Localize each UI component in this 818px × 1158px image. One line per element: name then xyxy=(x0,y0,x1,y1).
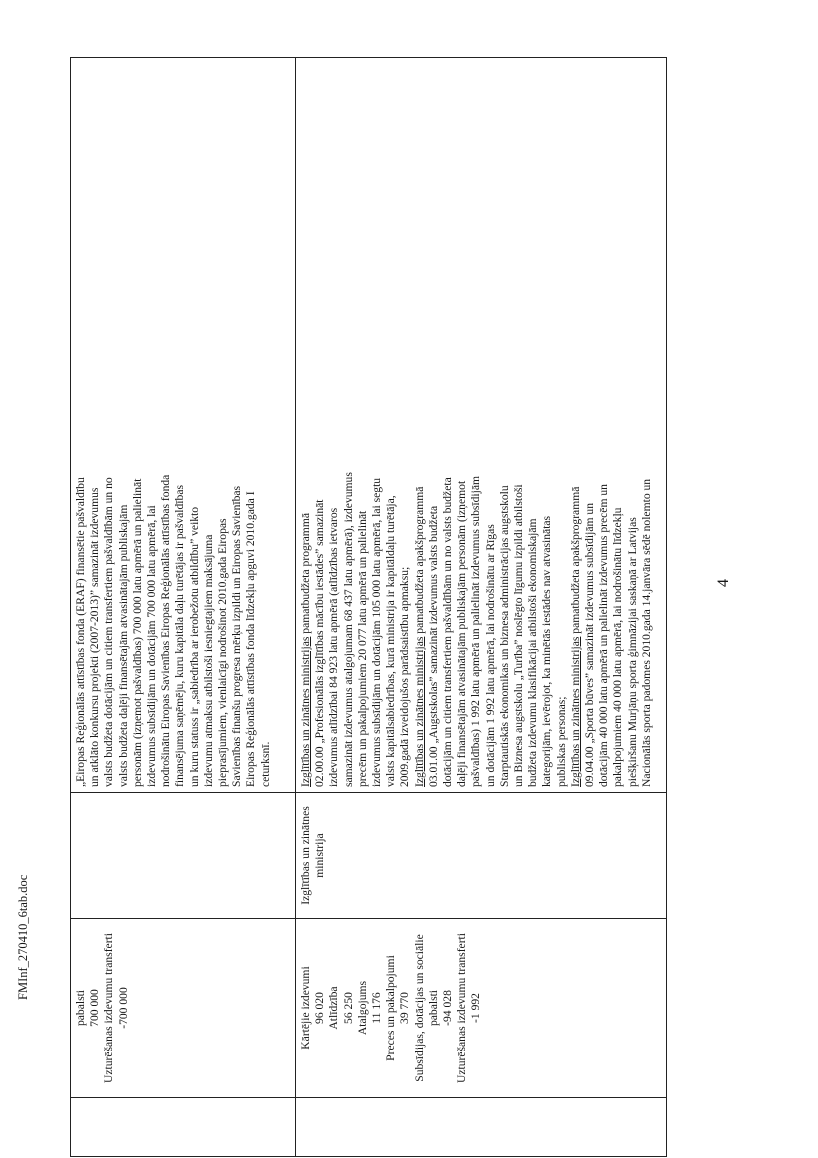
description-line: valsts budžeta daļēji finansētajām atvasinātajām publiskajām xyxy=(116,504,130,787)
description-line: finansējuma saņēmēju, kuru kapitāla daļu turētājas ir pašvaldības xyxy=(173,485,187,787)
underlined-ministry-ref: Izglītības un zinātnes ministrijas xyxy=(412,636,426,787)
description-line: 02.00.00 „Profesionālās izglītības mācību iestādes” samazināt xyxy=(313,499,327,787)
description-line: pakalpojumiem 40 000 latu apmērā, lai nodrošinātu līdzekļu xyxy=(611,507,625,787)
description-line: samazināt izdevumus atalgojumam 68 437 latu apmērā), izdevumus xyxy=(341,472,355,787)
amount-line: 96 020 xyxy=(313,992,327,1024)
description-line: valsts kapitālsabiedrības, kurā ministrija ir kapitāldaļu turētāja, xyxy=(384,495,398,787)
table-row xyxy=(296,58,667,1157)
description-line: ceturksnī. xyxy=(258,741,272,787)
description-line: izdevumu atmaksu atbilstoši iesniegtajiem maksājuma xyxy=(201,534,215,787)
description-line: un atklāto konkursu projekti (2007-2013)” samazināt izdevumus xyxy=(88,487,102,787)
table-cell-ministry xyxy=(71,793,296,919)
description-line: precēm un pakalpojumiem 20 077 latu apmērā un palielināt xyxy=(355,510,369,787)
description-line: „Eiropas Reģionālās attīstības fonda (ERAF) finansētie pašvaldību xyxy=(74,477,87,787)
table-row xyxy=(71,58,296,1157)
description-line: kategorijām, ievērojot, ka minētās iestādes nav atvasinātas xyxy=(540,515,554,787)
description-line: un kuru statuss ir „sabiedrība ar ierobežotu atbildību” veikto xyxy=(187,506,201,787)
description-line: 03.01.00 „Augstskolas” samazināt izdevumus valsts budžeta xyxy=(426,505,440,787)
description-line: dotācijām 40 000 latu apmērā un palielināt izdevumus precēm un xyxy=(597,484,611,787)
description-line: piešķiršanu Murjāņu sporta ģimnāzijai saskaņā ar Latvijas xyxy=(625,517,639,787)
amount-line: Atlīdzība xyxy=(327,986,341,1030)
amount-line: Uzturēšanas izdevumu transferti xyxy=(102,932,116,1084)
description-line: budžeta izdevumu klasifikācijai atbilstoši ekonomiskajām xyxy=(526,518,540,787)
description-line: Izglītības un zinātnes ministrijas pamatbudžeta programmā xyxy=(299,513,312,787)
description-line: 2009.gadā izveidojušos parādsaistību apmaksu; xyxy=(398,566,412,787)
description-line: un Biznesa augstskolu „Turība” noslēgto līgumu izpildi atbilstoši xyxy=(512,484,526,787)
allocation-table xyxy=(70,57,667,1157)
underlined-ministry-ref: Izglītības un zinātnes ministrijas xyxy=(299,636,312,787)
rotated-page-content xyxy=(70,57,690,1157)
table-cell-index xyxy=(71,1098,296,1157)
description-line: Starptautiskās ekonomikas un biznesa administrācijas augstskolu xyxy=(497,485,511,787)
description-line: daļēji finansētajām atvasinātajām publiskajām personām (izņemot xyxy=(455,480,469,787)
amount-line: Uzturēšanas izdevumu transferti xyxy=(455,932,469,1084)
amount-line: 56 250 xyxy=(341,992,355,1024)
table-cell-amounts xyxy=(71,919,296,1098)
page-number: 4 xyxy=(715,579,732,587)
description-line: personām (izņemot pašvaldības) 700 000 latu apmērā un palielināt xyxy=(130,478,144,787)
footer-filename: FMInf_270410_6tab.doc xyxy=(16,874,30,1000)
ministry-name-line: Izglītības un zinātnes xyxy=(299,806,312,905)
table-cell-description xyxy=(296,58,667,793)
amount-line: Subsīdijas, dotācijas un sociālie xyxy=(412,934,426,1082)
description-line: izdevumus atlīdzībai 84 923 latu apmērā (atlīdzības ietvaros xyxy=(327,507,341,787)
description-line: un dotācijām 1 992 latu apmērā, lai nodrošinātu ar Rīgas xyxy=(483,524,497,787)
description-line: izdevumus subsīdijām un dotācijām 105 000 latu apmērā, lai segtu xyxy=(370,477,384,787)
table-cell-description xyxy=(71,58,296,793)
description-line: publiskas personas; xyxy=(554,696,568,787)
description-line: pieprasījumiem, vienlaicīgi nodrošinot 2010.gada Eiropas xyxy=(216,518,230,787)
description-line: dotācijām un citiem transfertiem pašvaldībām un no valsts budžeta xyxy=(441,477,455,787)
description-line: Nacionālās sporta padomes 2010.gada 14.janvāra sēdē nolemto un xyxy=(639,478,653,787)
amount-line: Atalgojums xyxy=(355,980,369,1036)
description-line: Izglītības un zinātnes ministrijas pamatbudžeta apakšprogrammā xyxy=(412,486,426,787)
amount-line: 700 000 xyxy=(88,989,102,1027)
amount-line: -94 028 xyxy=(441,990,455,1026)
amount-line: -1 992 xyxy=(469,993,483,1023)
amount-line: Preces un pakalpojumi xyxy=(384,955,398,1061)
amount-line: 11 176 xyxy=(370,992,384,1024)
description-line: Izglītības un zinātnes ministrijas pamatbudžeta apakšprogrammā xyxy=(568,486,582,787)
description-line: pašvaldības) 1 992 latu apmērā un palielināt izdevumus subsīdijām xyxy=(469,475,483,787)
amount-line: -700 000 xyxy=(116,987,130,1029)
description-line: nodrošinātu Eiropas Savienības Eiropas Reģionālās attīstības fonda xyxy=(159,474,173,787)
table-cell-amounts xyxy=(296,919,667,1098)
description-line: izdevumus subsīdijām un dotācijām 700 000 latu apmērā, lai xyxy=(145,505,159,787)
amount-line: pabalsti xyxy=(426,989,440,1027)
amount-line: Kārtējie izdevumi xyxy=(299,966,312,1050)
table-cell-ministry xyxy=(296,793,667,919)
description-line: 09.04.00 „Sporta būves” samazināt izdevumus subsīdijām un xyxy=(583,503,597,787)
description-line: valsts budžeta dotācijām un citiem transfertiem pašvaldībām un no xyxy=(102,477,116,787)
table-cell-index xyxy=(296,1098,667,1157)
amount-line: 39 770 xyxy=(398,992,412,1024)
ministry-name-line: ministrija xyxy=(313,833,327,878)
amount-line: pabalsti xyxy=(74,989,87,1027)
description-line: Savienības finanšu progresa mērķu izpildi un Eiropas Savienības xyxy=(230,485,244,787)
description-line: Eiropas Reģionālās attīstības fonda līdzekļu apguvi 2010.gada I xyxy=(244,491,258,787)
underlined-ministry-ref: Izglītības un zinātnes ministrijas xyxy=(568,636,582,787)
